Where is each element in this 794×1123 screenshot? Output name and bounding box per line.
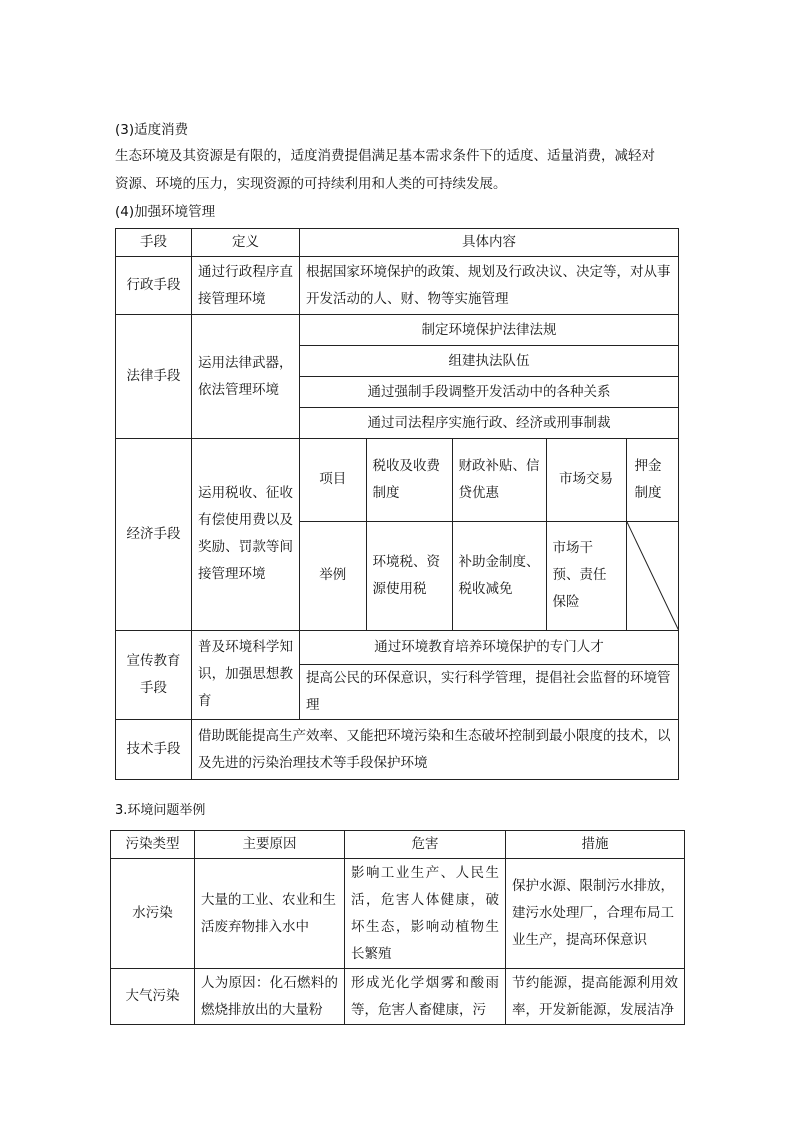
method-name: 经济手段 [116, 439, 192, 631]
econ-cell: 市场交易 [546, 439, 626, 521]
method-name: 技术手段 [116, 720, 192, 780]
econ-cell: 市场干预、责任保险 [546, 521, 626, 630]
legal-item: 制定环境保护法律法规 [300, 315, 678, 346]
legal-items [300, 315, 678, 438]
econ-cell: 税收及收费制度 [366, 439, 452, 521]
econ-cell: 补助金制度、税收减免 [452, 521, 546, 630]
header-cell: 具体内容 [300, 229, 679, 257]
legal-item: 通过强制手段调整开发活动中的各种关系 [300, 377, 678, 408]
header-cell: 措施 [506, 831, 685, 859]
header-cell: 危害 [345, 831, 506, 859]
paragraph-line: 生态环境及其资源是有限的，适度消费提倡满足基本需求条件下的适度、适量消费，减轻对 [115, 148, 655, 164]
header-cell: 主要原因 [195, 831, 345, 859]
section-heading-environment-management: (4)加强环境管理 [115, 204, 216, 220]
econ-label: 举例 [300, 521, 366, 630]
pollution-measure: 节约能源，提高能源利用效率，开发新能源，发展洁净 [506, 969, 685, 1025]
pollution-type: 大气污染 [111, 969, 195, 1025]
empty-cell [626, 521, 678, 630]
pollution-harm: 形成光化学烟雾和酸雨等，危害人畜健康，污 [345, 969, 506, 1025]
diagonal-line [627, 522, 679, 630]
econ-label: 项目 [300, 439, 366, 521]
pollution-harm: 影响工业生产、人民生活，危害人体健康，破坏生态，影响动植物生长繁殖 [345, 859, 506, 969]
paragraph-line: 资源、环境的压力，实现资源的可持续利用和人类的可持续发展。 [115, 176, 507, 192]
method-name: 法律手段 [116, 315, 192, 439]
method-content: 根据国家环境保护的政策、规划及行政决议、决定等，对从事开发活动的人、财、物等实施管理 [300, 257, 679, 315]
pollution-measure: 保护水源、限制污水排放，建污水处理厂，合理布局工业生产，提高环保意识 [506, 859, 685, 969]
econ-cell: 环境税、资源使用税 [366, 521, 452, 630]
pollution-cause: 大量的工业、农业和生活废弃物排入水中 [195, 859, 345, 969]
header-cell: 定义 [192, 229, 300, 257]
pollution-table [110, 830, 685, 1025]
legal-item: 组建执法队伍 [300, 346, 678, 377]
method-name: 行政手段 [116, 257, 192, 315]
method-definition: 运用税收、征收有偿使用费以及奖励、罚款等间接管理环境 [192, 439, 300, 631]
pollution-cause: 人为原因：化石燃料的燃烧排放出的大量粉 [195, 969, 345, 1025]
education-item: 通过环境教育培养环境保护的专门人才 [300, 631, 678, 665]
section-heading-examples: 3.环境问题举例 [115, 803, 206, 818]
econ-cell: 财政补贴、信贷优惠 [452, 439, 546, 521]
economic-subtable [300, 439, 678, 630]
header-cell: 污染类型 [111, 831, 195, 859]
legal-item: 通过司法程序实施行政、经济或刑事制裁 [367, 415, 611, 431]
pollution-type: 水污染 [111, 859, 195, 969]
econ-cell: 押金制度 [626, 439, 678, 521]
section-heading-moderate-consumption: (3)适度消费 [115, 122, 189, 138]
method-name: 宣传教育手段 [116, 630, 192, 720]
management-table [115, 228, 679, 780]
header-cell: 手段 [116, 229, 192, 257]
education-items [300, 631, 678, 720]
method-definition: 普及环境科学知识，加强思想教育 [192, 630, 300, 720]
method-definition: 通过行政程序直接管理环境 [192, 257, 300, 315]
education-item: 提高公民的环保意识，实行科学管理，提倡社会监督的环境管理 [306, 670, 671, 713]
method-definition: 运用法律武器，依法管理环境 [192, 315, 300, 439]
method-content: 借助既能提高生产效率、又能把环境污染和生态破坏控制到最小限度的技术，以及先进的污染治理技术等手段保护环境 [192, 720, 679, 780]
